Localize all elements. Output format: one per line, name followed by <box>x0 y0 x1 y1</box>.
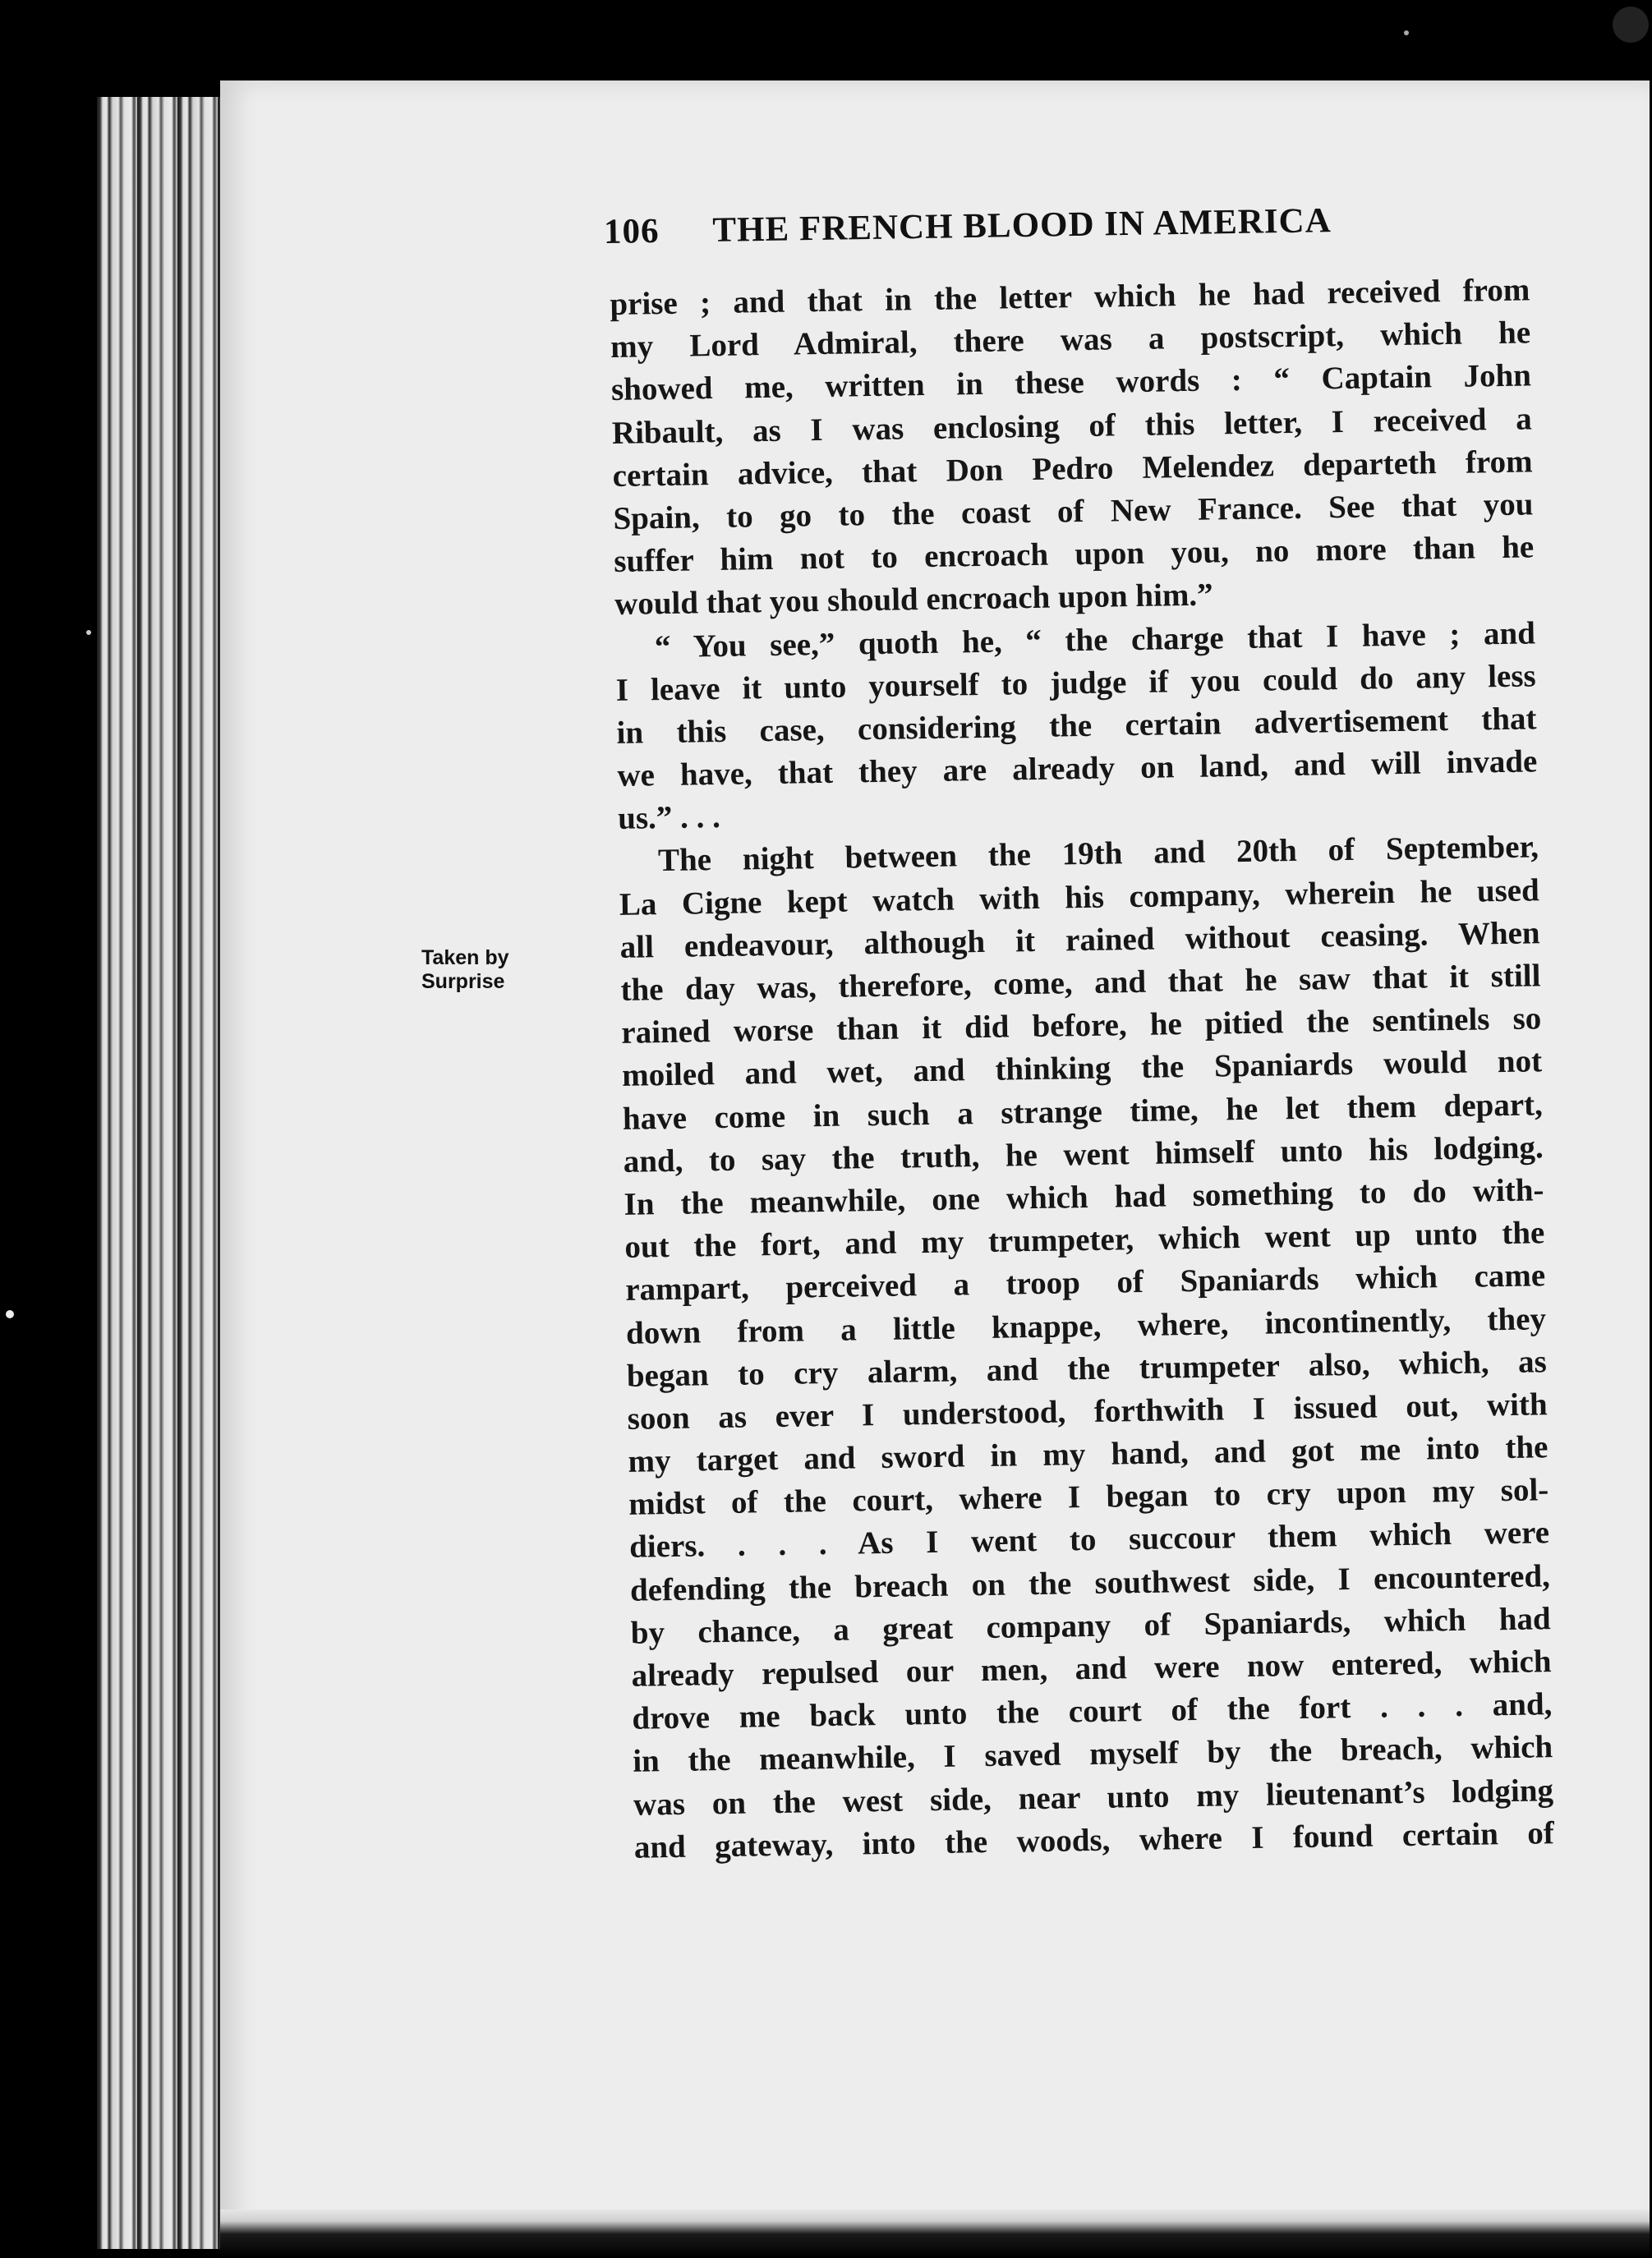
text-line: in this case, considering the certain advertisement that <box>616 701 1537 751</box>
text-line: rained worse than it did before, he pitied the sentinels so <box>620 1000 1542 1051</box>
running-title: THE FRENCH BLOOD IN AMERICA <box>712 201 1332 250</box>
text-line: defending the breach on the southwest side, I encountered, <box>629 1557 1551 1608</box>
text-line: down from a little knappe, where, incontinently, they <box>625 1300 1547 1351</box>
text-line: out the fort, and my trumpeter, which went up unto the <box>624 1215 1545 1265</box>
text-line: prise ; and that in the letter which he had received from <box>610 272 1530 322</box>
page-bottom-edge <box>220 2210 1650 2258</box>
margin-note <box>421 946 509 994</box>
margin-note-line-1: Taken by <box>421 946 509 969</box>
text-line: rampart, perceived a troop of Spaniards which came <box>624 1258 1546 1308</box>
text-line: certain advice, that Don Pedro Melendez departeth from <box>612 444 1533 494</box>
body-text <box>610 269 1554 1869</box>
text-line: The night between the 19th and 20th of September, <box>657 829 1539 879</box>
text-line: and gateway, into the woods, where I found certain of <box>633 1814 1555 1865</box>
text-line: already repulsed our men, and were now entered, which <box>631 1644 1552 1694</box>
text-line: midst of the court, where I began to cry upon my sol- <box>628 1472 1549 1523</box>
text-line: my Lord Admiral, there was a postscript, which he <box>610 315 1531 366</box>
text-line: was on the west side, near unto my lieutenant’s lodging <box>633 1772 1554 1823</box>
text-line: La Cigne kept watch with his company, wherein he used <box>619 871 1540 922</box>
text-line: showed me, written in these words : “ Captain John <box>610 357 1532 408</box>
text-line: we have, that they are already on land, and will invade <box>617 743 1538 793</box>
text-line: moiled and wet, and thinking the Spaniards would not <box>621 1043 1543 1094</box>
text-line: suffer him not to encroach upon you, no more than he <box>613 529 1535 580</box>
text-line: In the meanwhile, one which had something to do with- <box>624 1172 1544 1222</box>
text-line: I leave it unto yourself to judge if you could do any less <box>615 658 1536 708</box>
text-line: began to cry alarm, and the trumpeter also, which, as <box>626 1343 1548 1394</box>
text-line: all endeavour, although it rained without ceasing. When <box>619 915 1540 965</box>
text-line: would that you should encroach upon him.” <box>614 577 1213 623</box>
text-line: Spain, to go to the coast of New France. See that you <box>613 486 1534 536</box>
text-line: and, to say the truth, he went himself unto his lodging. <box>623 1129 1544 1180</box>
text-line: my target and sword in my hand, and got me into the <box>628 1429 1548 1479</box>
text-line: have come in such a strange time, he let them depart, <box>622 1086 1544 1137</box>
text-line: “ You see,” quoth he, “ the charge that I have ; and <box>654 614 1536 665</box>
text-line: by chance, a great company of Spaniards, which had <box>630 1601 1552 1651</box>
page-edges-binding <box>97 97 237 2249</box>
text-line: in the meanwhile, I saved myself by the breach, which <box>632 1729 1553 1780</box>
text-line: drove me back unto the court of the fort . . . and, <box>632 1686 1553 1736</box>
text-line: the day was, therefore, come, and that he saw that it still <box>620 958 1541 1008</box>
text-line: soon as ever I understood, forthwith I issued out, with <box>627 1387 1548 1437</box>
text-line: Ribault, as I was enclosing of this letter, I received a <box>611 400 1533 451</box>
page-number: 106 <box>603 211 660 251</box>
text-line: us.” . . . <box>617 799 721 837</box>
margin-note-line-2: Surprise <box>421 970 505 993</box>
text-line: diers. . . . As I went to succour them which were <box>628 1515 1550 1566</box>
